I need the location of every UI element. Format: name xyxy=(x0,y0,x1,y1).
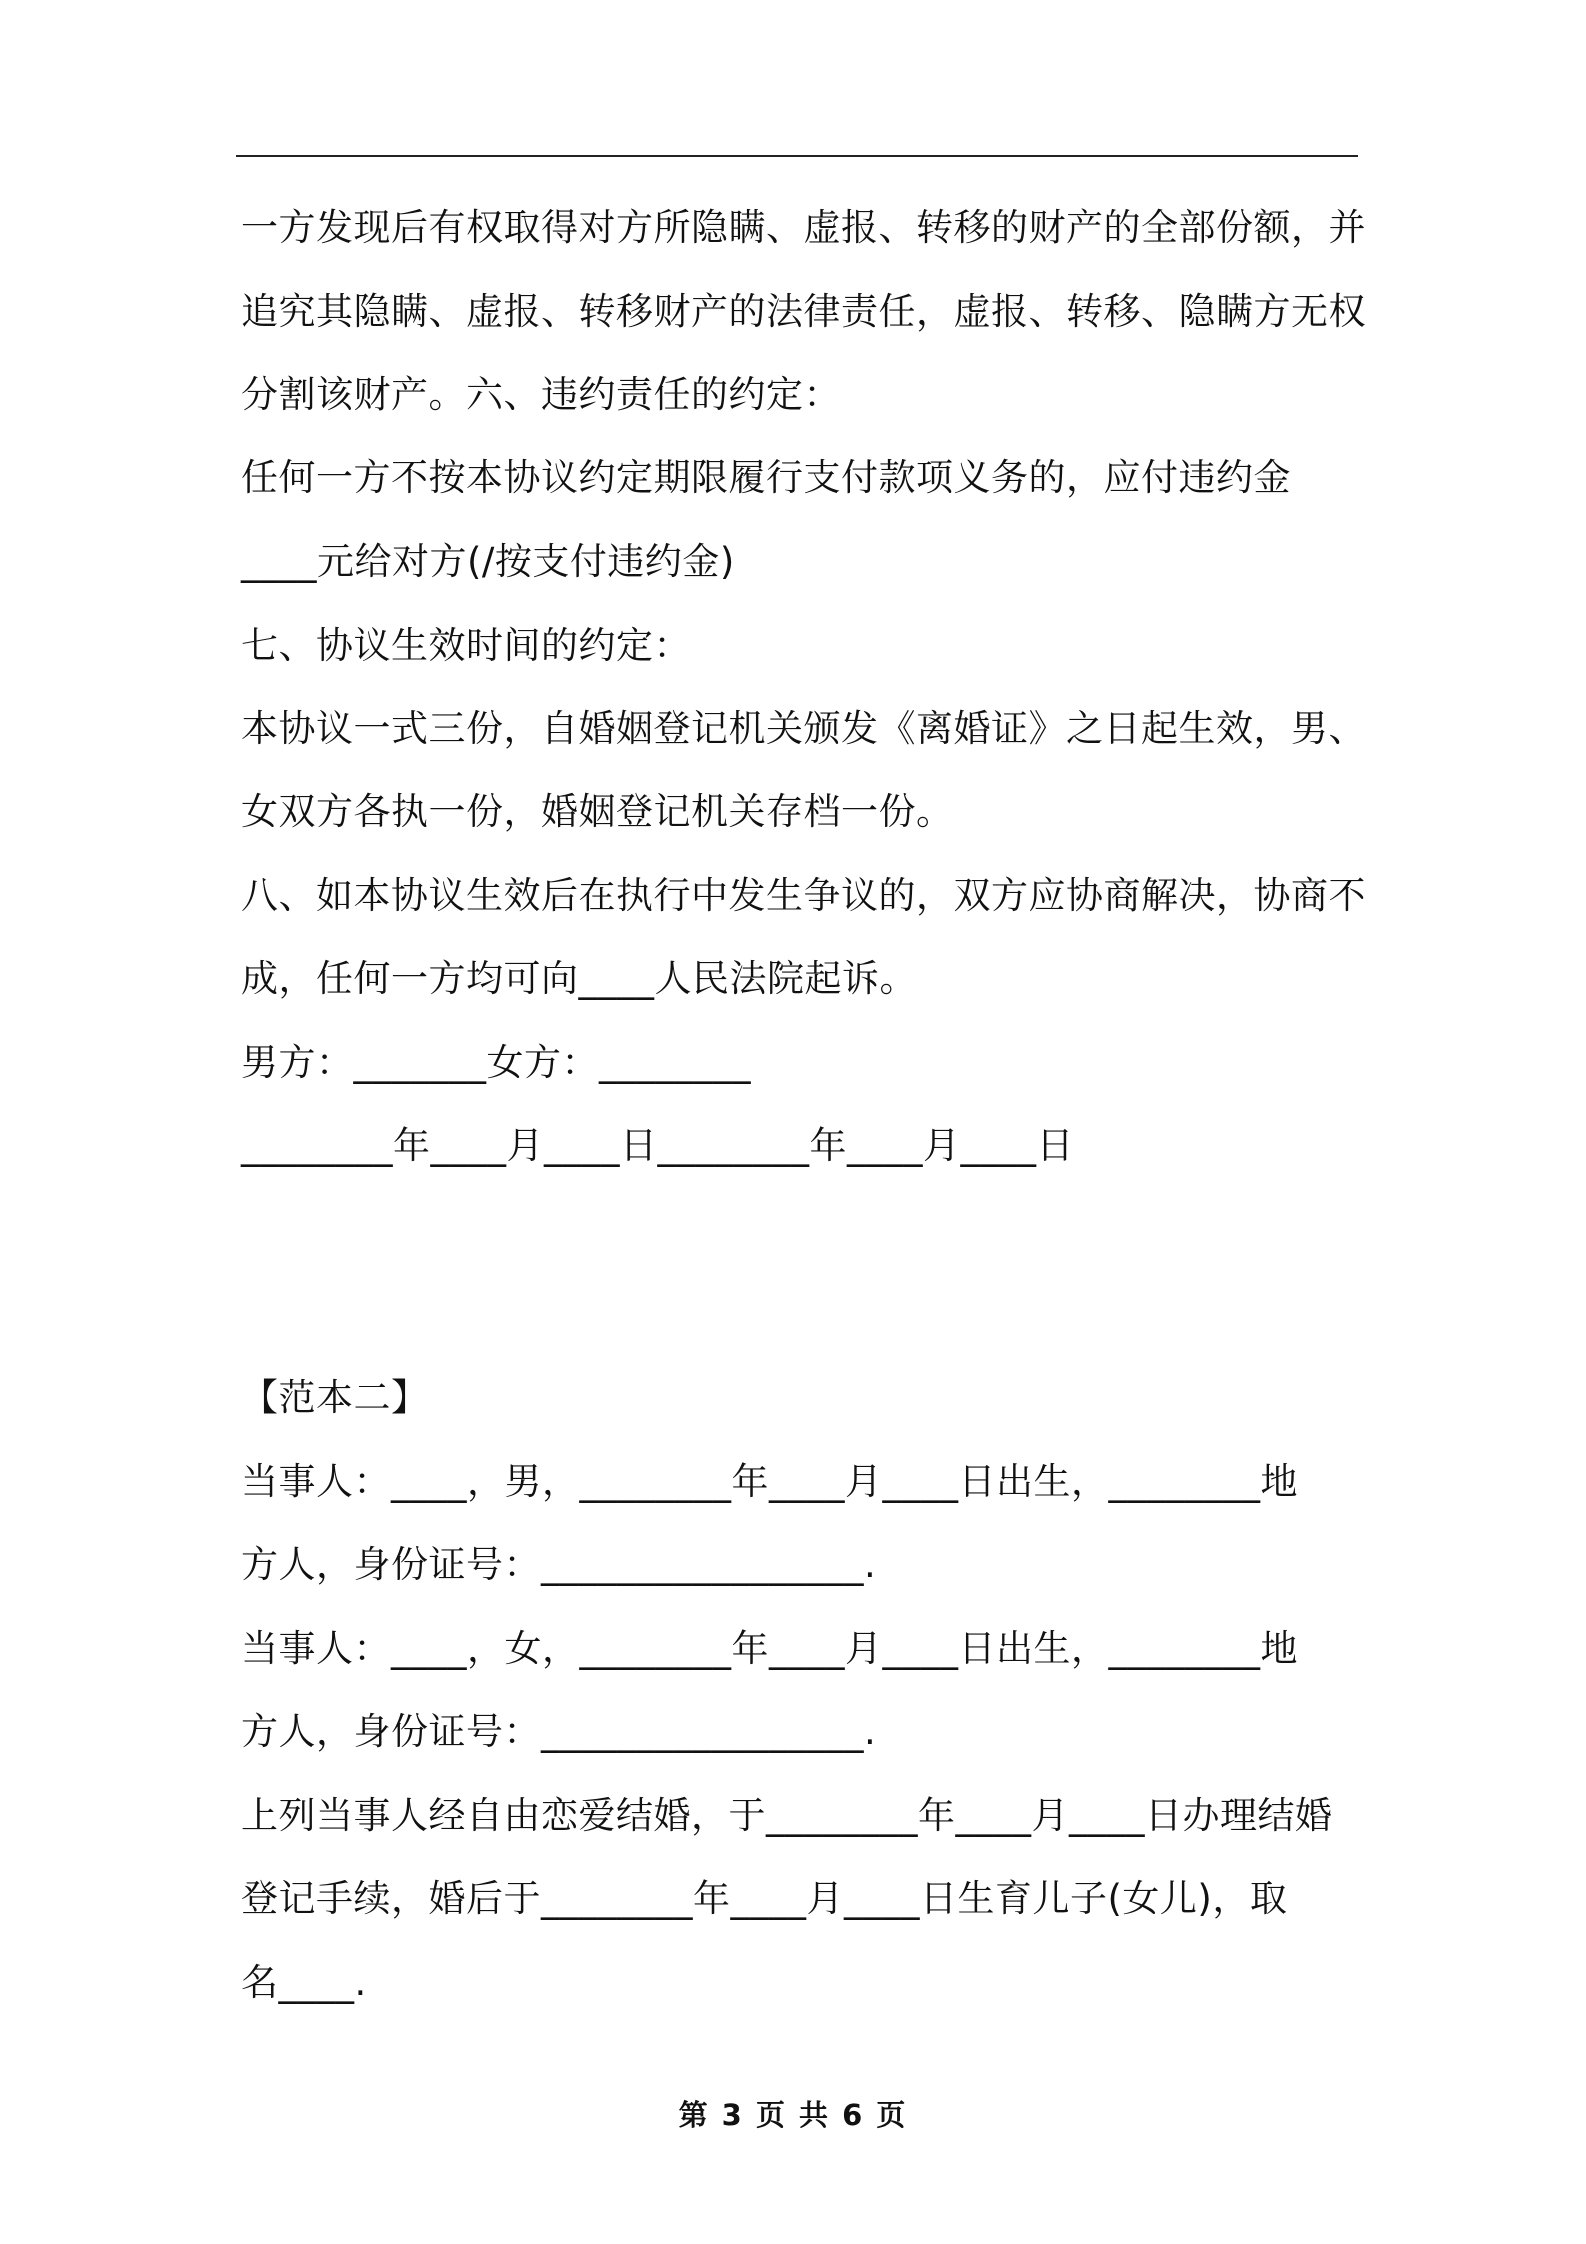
text-line: 名____. xyxy=(241,1961,367,2004)
section-heading: 七、协议生效时间的约定： xyxy=(241,624,691,667)
text-line: 分割该财产。六、违约责任的约定： xyxy=(241,373,841,416)
text-line: 当事人：____，女，________年____月____日出生，________地 xyxy=(241,1627,1298,1670)
date-line: ________年____月____日________年____月____日 xyxy=(241,1124,1074,1167)
header-rule xyxy=(236,155,1358,157)
text-line: 追究其隐瞒、虚报、转移财产的法律责任，虚报、转移、隐瞒方无权 xyxy=(241,290,1366,333)
text-line: 当事人：____，男，________年____月____日出生，________地 xyxy=(241,1460,1298,1503)
text-line: 成，任何一方均可向____人民法院起诉。 xyxy=(241,957,917,1000)
template-heading: 【范本二】 xyxy=(241,1376,429,1419)
text-line: 上列当事人经自由恋爱结婚，于________年____月____日办理结婚 xyxy=(241,1794,1333,1837)
text-line: 一方发现后有权取得对方所隐瞒、虚报、转移的财产的全部份额，并 xyxy=(241,206,1366,249)
text-line: 方人，身份证号：_________________. xyxy=(241,1710,877,1753)
text-line: 八、如本协议生效后在执行中发生争议的，双方应协商解决，协商不 xyxy=(241,874,1366,917)
signature-line: 男方：_______女方：________ xyxy=(241,1041,751,1084)
page-number: 第 3 页 共 6 页 xyxy=(678,2098,908,2132)
text-line: 女双方各执一份，婚姻登记机关存档一份。 xyxy=(241,790,954,833)
text-line: 本协议一式三份，自婚姻登记机关颁发《离婚证》之日起生效，男、 xyxy=(241,707,1366,750)
text-line: 登记手续，婚后于________年____月____日生育儿子(女儿)，取 xyxy=(241,1877,1288,1920)
text-line: 方人，身份证号：_________________. xyxy=(241,1543,877,1586)
text-line: ____元给对方(/按支付违约金) xyxy=(241,540,735,583)
text-line: 任何一方不按本协议约定期限履行支付款项义务的，应付违约金 xyxy=(241,456,1291,499)
